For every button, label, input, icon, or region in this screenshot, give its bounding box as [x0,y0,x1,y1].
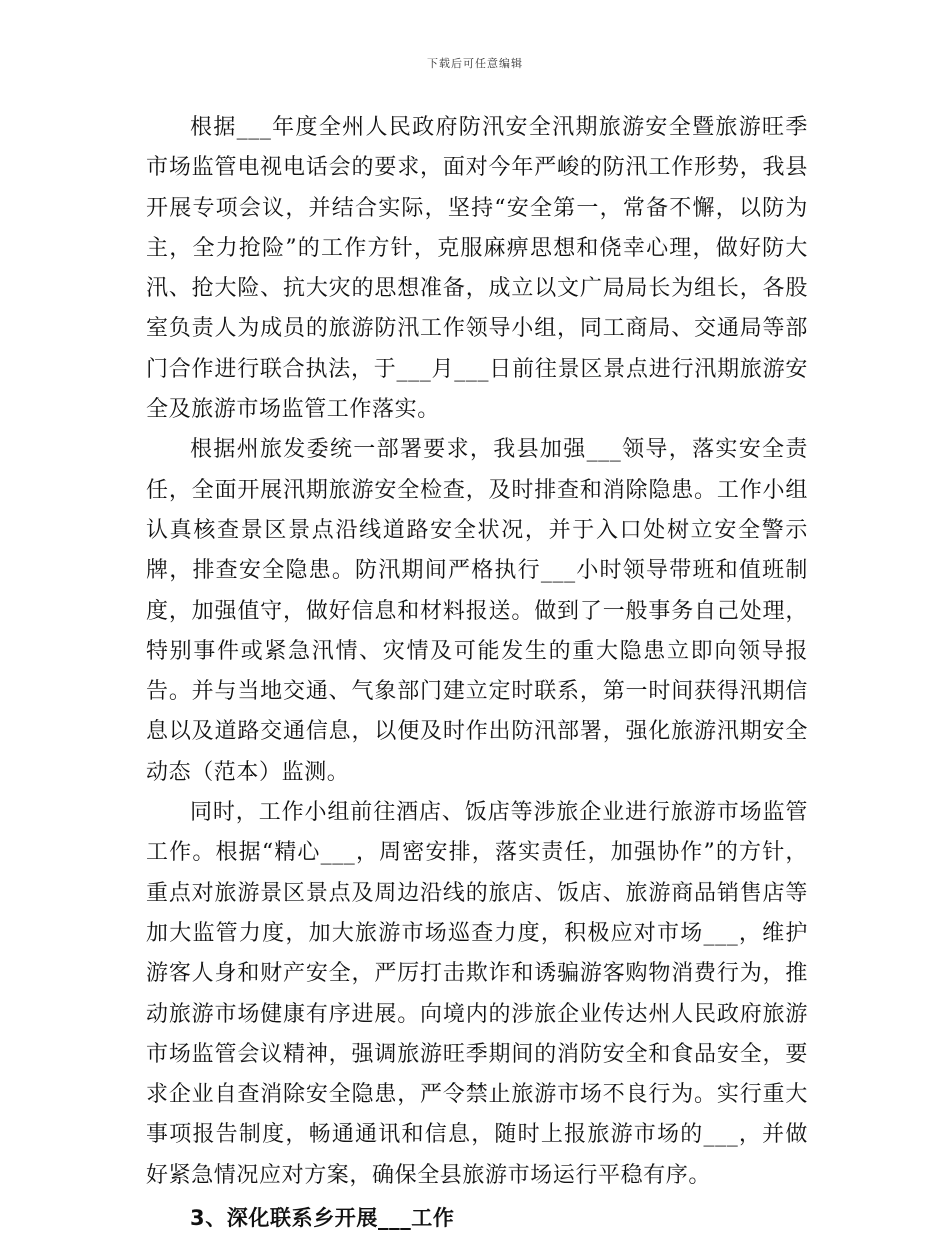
paragraph-safety-inspection: 根据州旅发委统一部署要求，我县加强___领导，落实安全责任，全面开展汛期旅游安全检查，及时排查和消除隐患。工作小组认真核查景区景点沿线道路安全状况，并于入口处树立安全警示牌，排查安全隐患。防汛期间严格执行___小时领导带班和值班制度，加强值守，做好信息和材料报送。做到了一般事务自己处理，特别事件或紧急汛情、灾情及可能发生的重大隐患立即向领导报告。并与当地交通、气象部门建立定时联系，第一时间获得汛期信息以及道路交通信息，以便及时作出防汛部署，强化旅游汛期安全动态（范本）监测。 [146,437,808,785]
section-heading: 3、深化联系乡开展___工作 [190,1206,455,1231]
document-body [146,108,808,1238]
paragraph-market-supervision: 同时，工作小组前往酒店、饭店等涉旅企业进行旅游市场监管工作。根据“精心___，周密安排，落实责任，加强协作”的方针，重点对旅游景区景点及周边沿线的旅店、饭店、旅游商品销售店等加大监管力度，加大旅游市场巡查力度，积极应对市场___，维护游客人身和财产安全，严厉打击欺诈和诱骗游客购物消费行为，推动旅游市场健康有序进展。向境内的涉旅企业传达州人民政府旅游市场监管会议精神，强调旅游旺季期间的消防安全和食品安全，要求企业自查消除安全隐患，严令禁止旅游市场不良行为。实行重大事项报告制度，畅通通讯和信息，随时上报旅游市场的___，并做好紧急情况应对方案，确保全县旅游市场运行平稳有序。 [146,800,808,1188]
page-header-note: 下载后可任意编辑 [427,57,523,70]
paragraph-flood-meeting: 根据___年度全州人民政府防汛安全汛期旅游安全暨旅游旺季市场监管电视电话会的要求，面对今年严峻的防汛工作形势，我县开展专项会议，并结合实际，坚持“安全第一，常备不懈，以防为主，全力抢险”的工作方针，克服麻痹思想和侥幸心理，做好防大汛、抢大险、抗大灾的思想准备，成立以文广局局长为组长，各股室负责人为成员的旅游防汛工作领导小组，同工商局、交通局等部门合作进行联合执法，于___月___日前往景区景点进行汛期旅游安全及旅游市场监管工作落实。 [146,115,808,423]
